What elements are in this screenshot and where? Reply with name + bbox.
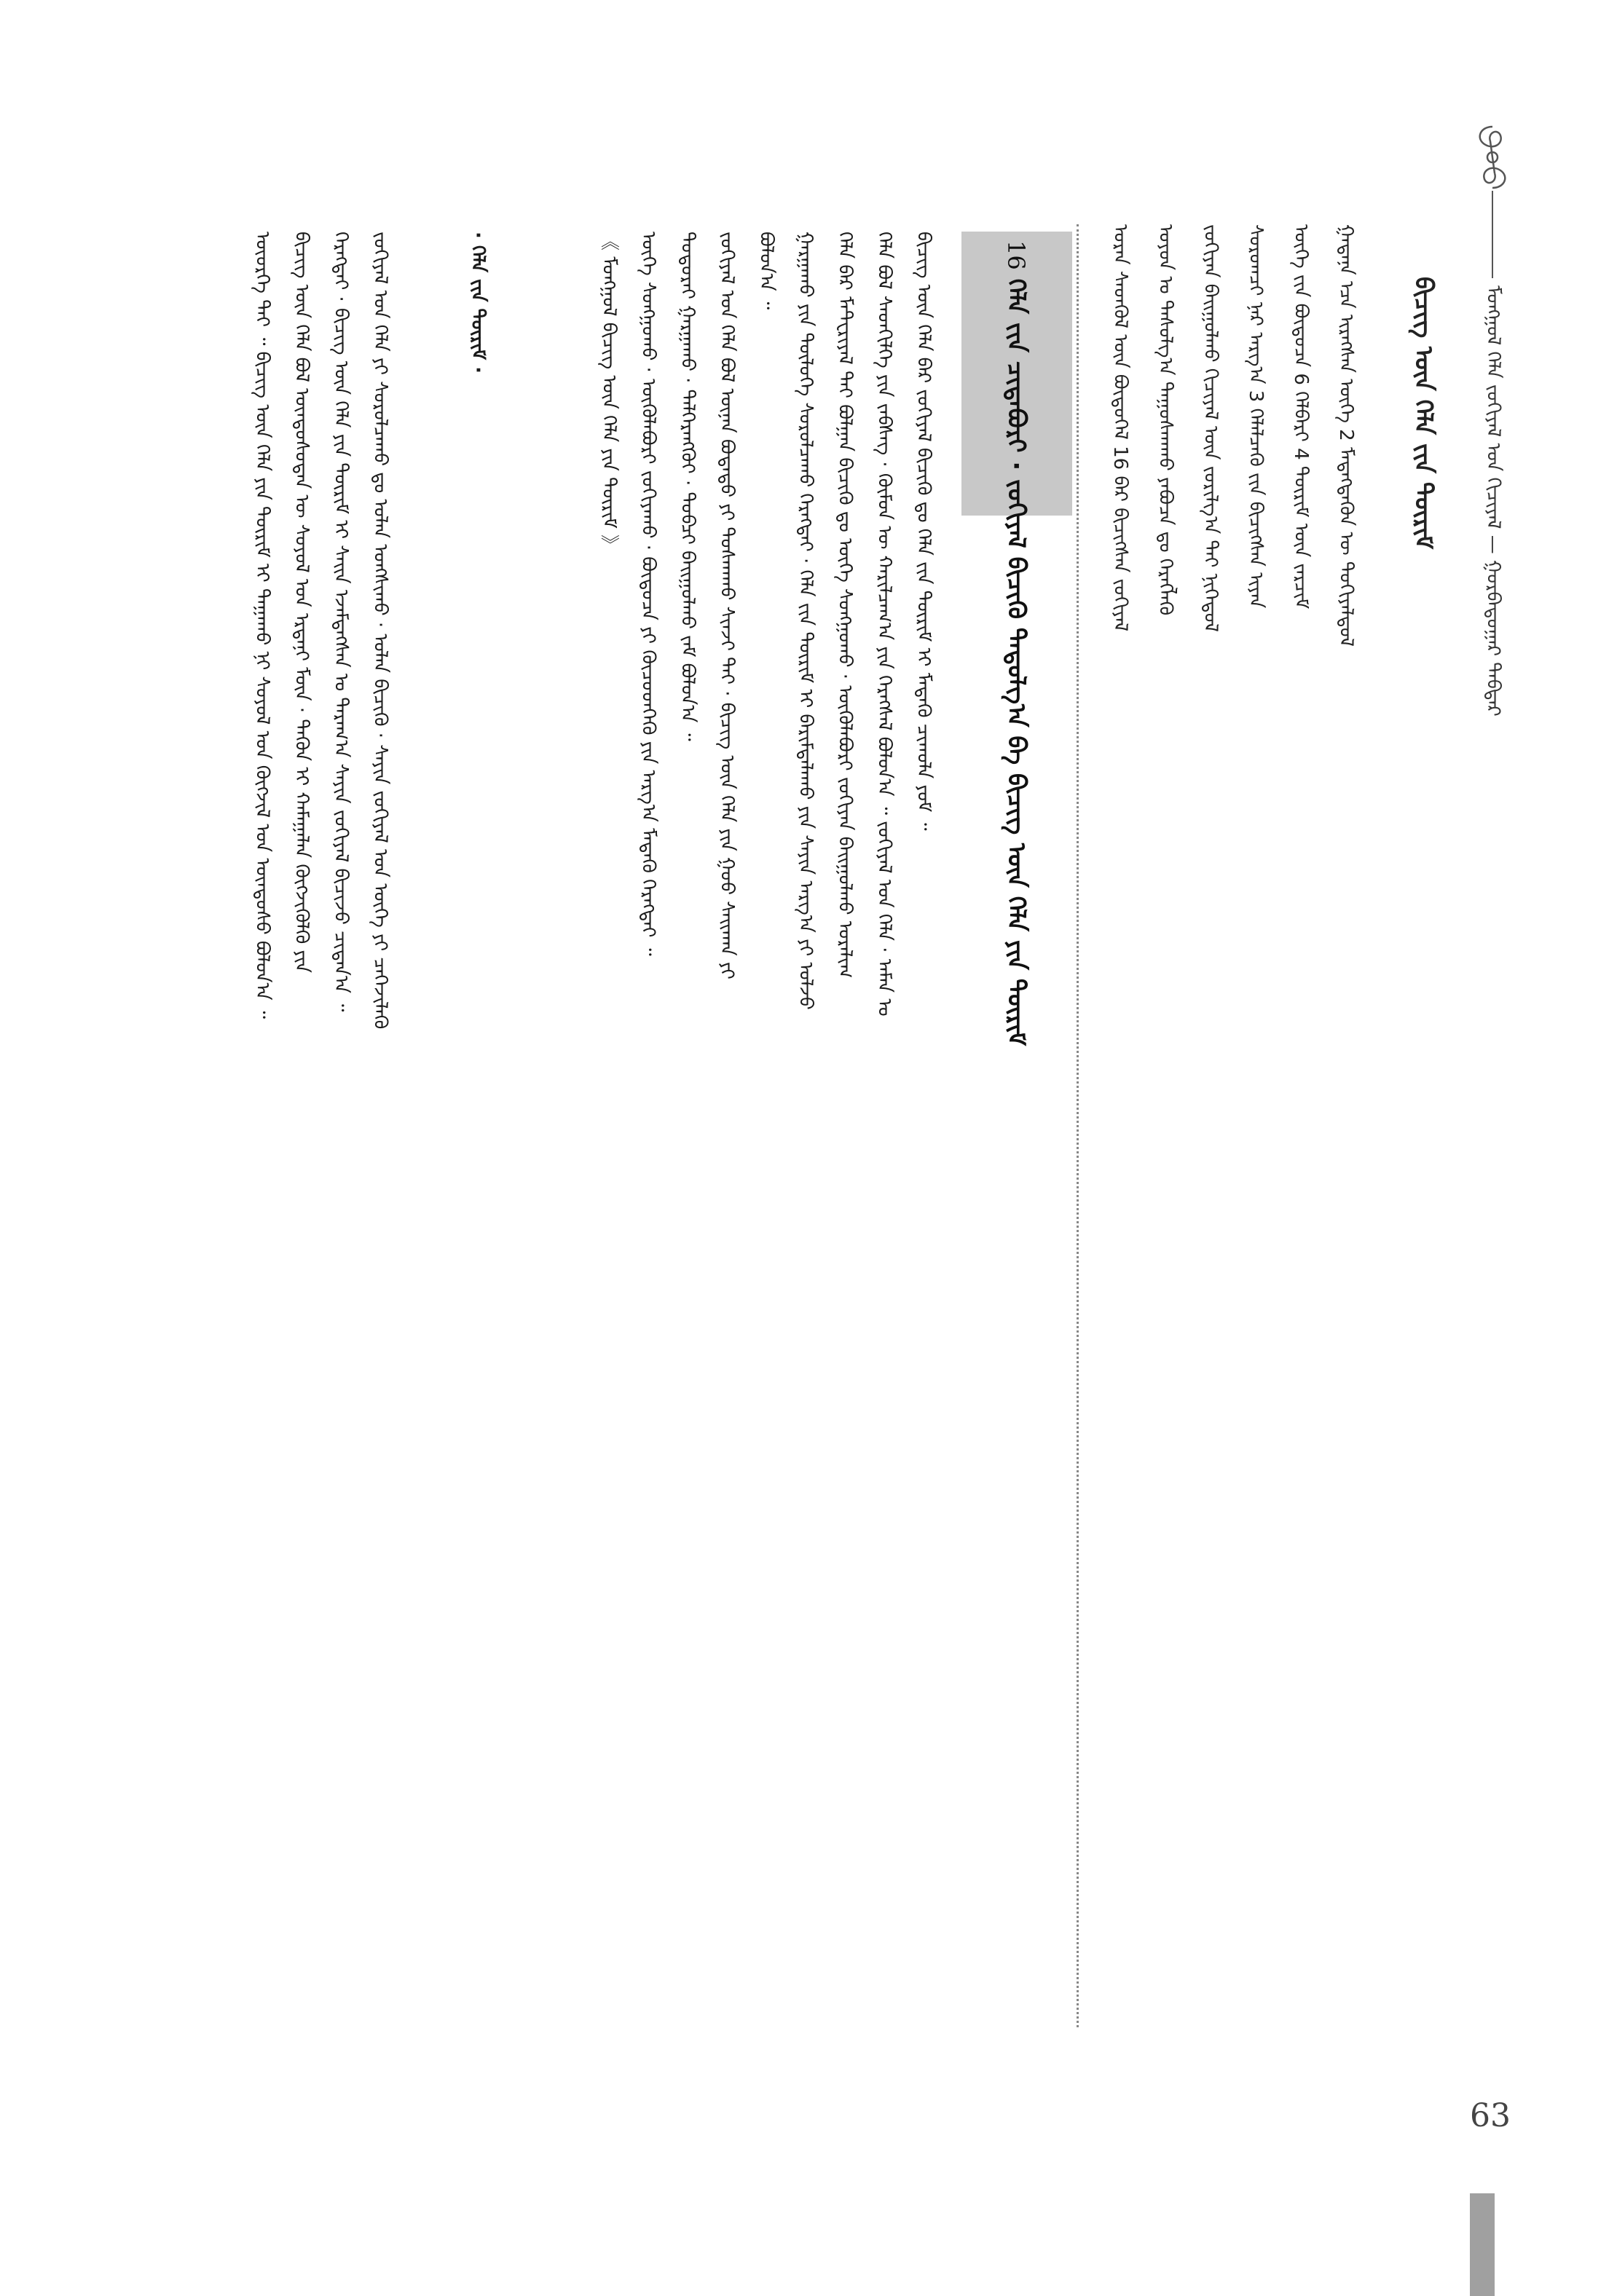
exercise-list xyxy=(1098,224,1368,2023)
exercise-item: ᠦᠭᠡ ᠵᠢᠨ ᠪᠦᠲᠦᠴᠡ 6 ᠬᠡᠯᠪᠡᠷᠢ 4 ᠳᠦᠷᠢᠮ ᠦᠨ ᠵᠠᠷᠴᠢᠮ xyxy=(1290,224,1312,609)
body-line: ᠵᠣᠬᠢᠶᠠᠯ ᠤᠨ ᠬᠡᠯᠡ ᠪᠣᠯ ᠦᠨᠡᠨ ᠪᠣᠳᠠᠳᠤ ᠶᠢ ᠲᠤᠰᠬᠠᠬᠤ ᠰᠢᠨᠵᠢ ᠲᠡᠢ · ᠪᠢᠴᠢᠭ ᠦᠨ ᠬᠡᠯᠡ ᠶᠢᠨ ᠭᠣᠣ ᠰᠠᠢᠬᠠᠨ ᠶᠢ xyxy=(716,232,738,979)
body-line: ᠭᠠᠷᠭᠠᠬᠤ ᠶᠢᠨ ᠲᠥᠯᠥᠭᠡ ᠰᠤᠷᠤᠯᠴᠠᠬᠤ ᠬᠡᠷᠡᠭᠲᠡᠢ · ᠬᠡᠯᠡ ᠵᠢᠨ ᠳᠦᠷᠢᠮ ᠢ ᠪᠠᠷᠢᠮᠲᠠᠯᠠᠬᠤ ᠶᠢᠨ ᠰᠠᠶᠢᠨ ᠠᠷᠭ᠎ᠠ ᠶᠢ ᠣᠯᠵᠤ xyxy=(795,232,817,1010)
thumb-tab xyxy=(1470,2193,1495,2296)
exercise-item: ᠭᠠᠳᠠᠨᠠ ᠡᠴᠡ ᠢᠷᠡᠭᠰᠡᠨ ᠦᠭᠡ 2 ᠮᠡᠳᠡᠭᠳᠡᠬᠦᠨ ᠦ ᠲᠣᠬᠢᠶᠠᠯᠳᠤᠯ xyxy=(1335,224,1357,647)
running-head: ᠮᠣᠩᠭᠣᠯ ᠬᠡᠯᠡ ᠵᠣᠬᠢᠶᠠᠯ ᠤᠨ ᠬᠢᠴᠢᠶᠡᠯ — ᠭᠤᠷᠪᠠᠳᠤᠭᠠᠷ ᠳᠡᠪᠲᠡᠷ xyxy=(1482,285,1504,717)
body-line: ᠦᠭᠡ ᠰᠣᠩᠭᠣᠬᠤ · ᠥᠭᠦᠯᠡᠪᠦᠷᠢ ᠵᠣᠬᠢᠶᠠᠬᠤ · ᠪᠦᠲᠦᠴᠡ ᠶᠢ ᠬᠦᠴᠦᠳᠬᠡᠬᠦ ᠶᠢᠨ ᠠᠷᠭ᠎ᠠ ᠮᠡᠳᠡᠬᠦ ᠬᠡᠷᠡᠭᠲᠡᠢ ᠃ xyxy=(637,232,659,956)
body-line: ᠬᠡᠯᠡ ᠪᠣᠯ ᠰᠡᠳᠬᠢᠯᠭᠡ ᠶᠢᠨ ᠵᠡᠪᠰᠡᠭ · ᠬᠦᠮᠦᠨ ᠦ ᠬᠠᠷᠢᠯᠴᠠᠭ᠎ᠠ ᠶᠢᠨ ᠬᠡᠷᠡᠭᠰᠡᠯ ᠪᠣᠯᠤᠨ᠎ᠠ ᠃ ᠵᠣᠬᠢᠶᠠᠯ ᠤᠨ ᠬᠡᠯᠡ · ᠠᠮᠠᠨ ᠤ xyxy=(873,232,895,1017)
body-line: ᠦᠦᠷᠭᠡ ᠲᠡᠢ ᠃ ᠪᠢᠴᠢᠭ ᠦᠨ ᠬᠡᠯᠡ ᠶᠢᠨ ᠳᠦᠷᠢᠮ ᠢ ᠳᠠᠭᠠᠬᠤ ᠨᠢ ᠰᠣᠶᠣᠯ ᠤᠨ ᠬᠥᠭᠵᠢᠯ ᠤᠨ ᠦᠨᠳᠦᠰᠦ ᠪᠣᠯᠤᠨ᠎ᠠ ᠃ xyxy=(251,232,273,1019)
body-line: ᠬᠡᠯᠡ ᠪᠡᠷ ᠮᠠᠲ᠋ᠧᠷᠢᠶᠠᠯ ᠲᠠᠢ ᠪᠣᠯᠭᠠᠨ ᠪᠢᠴᠢᠬᠦ ᠳᠤ ᠦᠭᠡ ᠰᠣᠩᠭᠣᠬᠤ · ᠥᠭᠦᠯᠡᠪᠦᠷᠢ ᠵᠣᠬᠢᠶᠠᠨ ᠪᠠᠢᠭᠤᠯᠬᠤ ᠤᠷᠠᠯᠢᠭ xyxy=(834,232,856,979)
page-number: 63 xyxy=(1470,2097,1511,2134)
subheading: · ᠬᠡᠯᠡ ᠵᠢᠨ ᠳᠦᠷᠢᠮ · xyxy=(467,232,489,374)
body-line: ᠵᠣᠬᠢᠶᠠᠯ ᠤᠨ ᠬᠡᠯᠡ ᠶᠢ ᠰᠤᠷᠤᠯᠴᠠᠬᠤ ᠳᠤ ᠣᠯᠠᠨ ᠤᠩᠰᠢᠬᠤ · ᠣᠯᠠᠨ ᠪᠢᠴᠢᠬᠦ · ᠰᠠᠶᠢᠨ ᠵᠣᠬᠢᠶᠠᠯ ᠤᠨ ᠦᠭᠡ ᠶᠢ ᠴᠡᠭᠡᠵᠢᠯᠡᠬᠦ xyxy=(369,232,391,1030)
exercise-item: ᠰᠤᠷᠤᠭᠴᠢ ᠨᠠᠷ ᠠᠷᠭ᠎ᠠ 3 ᠬᠡᠯᠡᠯᠴᠡᠬᠦ ᠵᠢᠨ ᠪᠢᠴᠢᠭᠰᠡᠨ ᠢᠶᠡᠨ xyxy=(1245,224,1267,609)
exercise-item: ᠣᠶᠤᠨ ᠤ ᠳᠠᠰᠤᠯᠭ᠎ᠠ ᠳᠠᠭᠤᠰᠬᠠᠬᠤ ᠶᠠᠪᠤᠴᠠ ᠳᠤ ᠬᠡᠷᠡᠭᠯᠡᠬᠦ xyxy=(1154,224,1176,616)
body-line: ᠪᠣᠯᠤᠨ᠎ᠠ ᠃ xyxy=(755,232,777,310)
quoted-title: 《 ᠮᠣᠩᠭᠣᠯ ᠪᠢᠴᠢᠭ ᠦᠨ ᠬᠡᠯᠡ ᠶᠢᠨ ᠳᠦᠷᠢᠮ 》 xyxy=(598,232,620,554)
section-heading xyxy=(983,240,1049,1046)
body-line: ᠪᠢᠴᠢᠭ ᠦᠨ ᠬᠡᠯᠡ ᠪᠡᠷ ᠵᠣᠬᠢᠶᠠᠯ ᠪᠢᠴᠢᠬᠦ ᠳᠤ ᠬᠡᠯᠡ ᠵᠢᠨ ᠳᠦᠷᠢᠮ ᠢ ᠮᠡᠳᠡᠬᠦ ᠴᠢᠬᠤᠯᠠ ᠶᠤᠮ ᠃ xyxy=(913,232,935,831)
knot-ornament-icon xyxy=(1470,122,1515,192)
section-divider xyxy=(1077,224,1079,2027)
exercise-item: ᠵᠣᠬᠢᠶᠠᠨ ᠪᠠᠢᠭᠤᠯᠬᠤ ᠬᠢᠴᠢᠶᠡᠯ ᠦᠨ ᠵᠣᠷᠢᠯᠭ᠎ᠠ ᠲᠡᠢ ᠨᠢᠭᠡᠳᠦᠯ xyxy=(1200,224,1221,632)
exercise-item: ᠤᠷᠠᠨ ᠰᠡᠳᠬᠦᠯ ᠦᠨ ᠪᠦᠲᠦᠭᠡᠯ 16 ᠪᠠᠷ ᠪᠢᠴᠢᠭᠰᠡᠨ ᠵᠣᠬᠢᠶᠠᠯ xyxy=(1109,224,1131,632)
section-number: 16 xyxy=(1002,240,1030,270)
header-rule xyxy=(1492,191,1493,278)
body-line: ᠪᠢᠴᠢᠭ ᠦᠨ ᠬᠡᠯᠡ ᠪᠣᠯ ᠦᠨᠳᠦᠰᠦᠲᠡᠨ ᠦ ᠰᠣᠶᠣᠯ ᠤᠨ ᠡᠷᠳᠡᠨᠢ ᠮᠥᠨ · ᠲᠡᠭᠦᠨ ᠢ ᠬᠠᠮᠠᠭᠠᠯᠠᠨ ᠬᠥᠭᠵᠢᠭᠦᠯᠬᠦ ᠶᠢᠨ xyxy=(291,232,312,973)
chapter-title: ᠪᠢᠴᠢᠭ ᠦᠨ ᠬᠡᠯᠡ ᠵᠢᠨ ᠳᠦᠷᠢᠮ xyxy=(1409,277,1438,550)
body-line: ᠬᠡᠷᠡᠭᠲᠡᠢ · ᠪᠢᠴᠢᠭ ᠦᠨ ᠬᠡᠯᠡ ᠶᠢᠨ ᠳᠦᠷᠢᠮ ᠢ ᠰᠠᠢᠨ ᠡᠵᠡᠮᠳᠡᠭᠰᠡᠨ ᠤ ᠳᠠᠷᠠᠭ᠎ᠠ ᠰᠠᠶᠢᠨ ᠵᠣᠬᠢᠶᠠᠯ ᠪᠢᠴᠢᠵᠦ ᠴᠢᠳᠠᠨ᠎ᠠ ᠃ xyxy=(330,232,352,1012)
body-line: ᠲᠣᠳᠣᠷᠠᠢ ᠭᠠᠷᠭᠠᠬᠤ · ᠳᠡᠯᠭᠡᠷᠡᠩᠭᠦᠢ · ᠲᠣᠪᠴᠢ ᠪᠠᠢᠭᠤᠯᠬᠤ ᠵᠠᠮ ᠪᠣᠯᠤᠨ᠎ᠠ ᠃ xyxy=(677,232,699,741)
section-heading-text: ᠬᠡᠯᠡ ᠵᠢᠨ ᠴᠢᠳᠠᠪᠤᠷᠢ · ᠵᠣᠬᠢᠶᠠᠯ ᠪᠢᠴᠢᠬᠦ ᠳᠠᠳᠤᠯᠭ᠎ᠠ ᠪᠠ ᠪᠢᠴᠢᠭ ᠦᠨ ᠬᠡᠯᠡ ᠶᠢᠨ ᠳᠦᠷᠢᠮ xyxy=(1002,278,1031,1046)
